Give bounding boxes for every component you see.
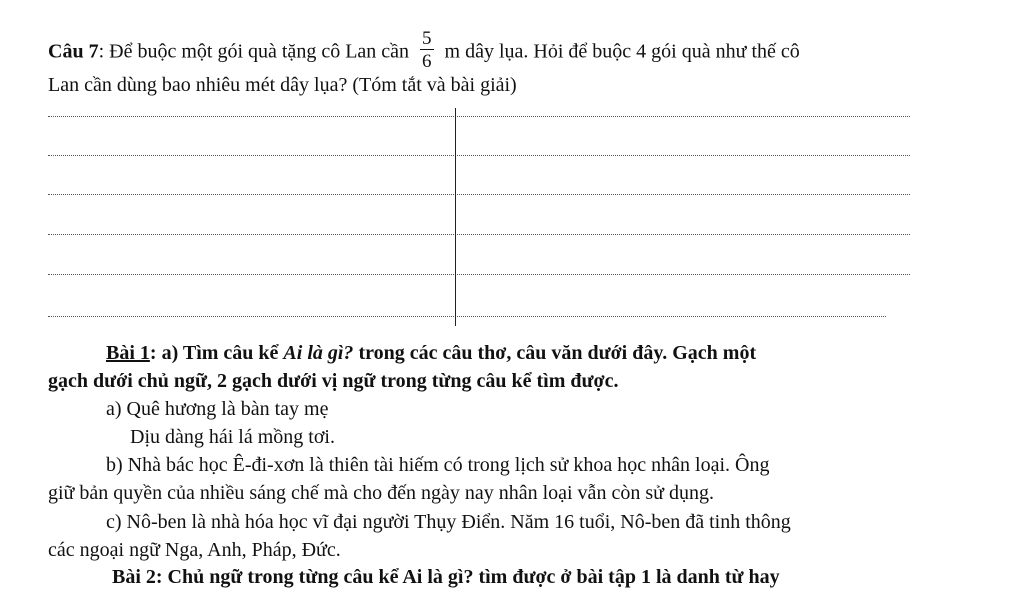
answer-divider	[455, 108, 456, 326]
answer-dotted-line	[48, 194, 910, 195]
item-b-line-2: giữ bản quyền của nhiều sáng chế mà cho đến ngày nay nhân loại vẫn còn sử dụng.	[48, 482, 714, 504]
fraction	[420, 29, 434, 71]
item-a-line-1: a) Quê hương là bàn tay mẹ	[106, 398, 329, 420]
bai-1-intro-italic: Ai là gì?	[283, 342, 354, 364]
answer-dotted-line	[48, 274, 910, 275]
answer-dotted-line	[48, 234, 910, 235]
question-7-text-end: m dây lụa. Hỏi để buộc 4 gói quà như thế cô	[444, 40, 800, 63]
answer-dotted-line	[48, 116, 910, 117]
question-7-label: Câu 7	[48, 40, 99, 63]
bai-1-intro-a: : a) Tìm câu kể	[149, 342, 279, 364]
item-a-line-2: Dịu dàng hái lá mồng tơi.	[130, 426, 335, 448]
question-7-line-1	[48, 28, 800, 74]
item-c-line-2: các ngoại ngữ Nga, Anh, Pháp, Đức.	[48, 539, 341, 561]
bai-1-intro-line-1	[106, 342, 756, 365]
item-b-line-1: b) Nhà bác học Ê-đi-xơn là thiên tài hiếm có trong lịch sử khoa học nhân loại. Ông	[106, 454, 770, 476]
fraction-numerator: 5	[422, 28, 432, 49]
answer-dotted-line	[48, 155, 910, 156]
fraction-denominator: 6	[422, 51, 432, 72]
bai-2-cut-off-line: Bài 2: Chủ ngữ trong từng câu kể Ai là gì? tìm được ở bài tập 1 là danh từ hay	[112, 566, 780, 588]
question-7-line-2: Lan cần dùng bao nhiêu mét dây lụa? (Tóm tắt và bài giải)	[48, 74, 517, 96]
bai-1-intro-line-2: gạch dưới chủ ngữ, 2 gạch dưới vị ngữ trong từng câu kể tìm được.	[48, 370, 619, 392]
bai-1-intro-b: trong các câu thơ, câu văn dưới đây. Gạch một	[358, 342, 757, 364]
item-c-line-1: c) Nô-ben là nhà hóa học vĩ đại người Thụy Điển. Năm 16 tuổi, Nô-ben đã tinh thông	[106, 511, 791, 533]
bai-1-label: Bài 1	[106, 342, 150, 364]
answer-dotted-line	[48, 316, 886, 317]
question-7-text-start: : Để buộc một gói quà tặng cô Lan cần	[98, 40, 410, 63]
